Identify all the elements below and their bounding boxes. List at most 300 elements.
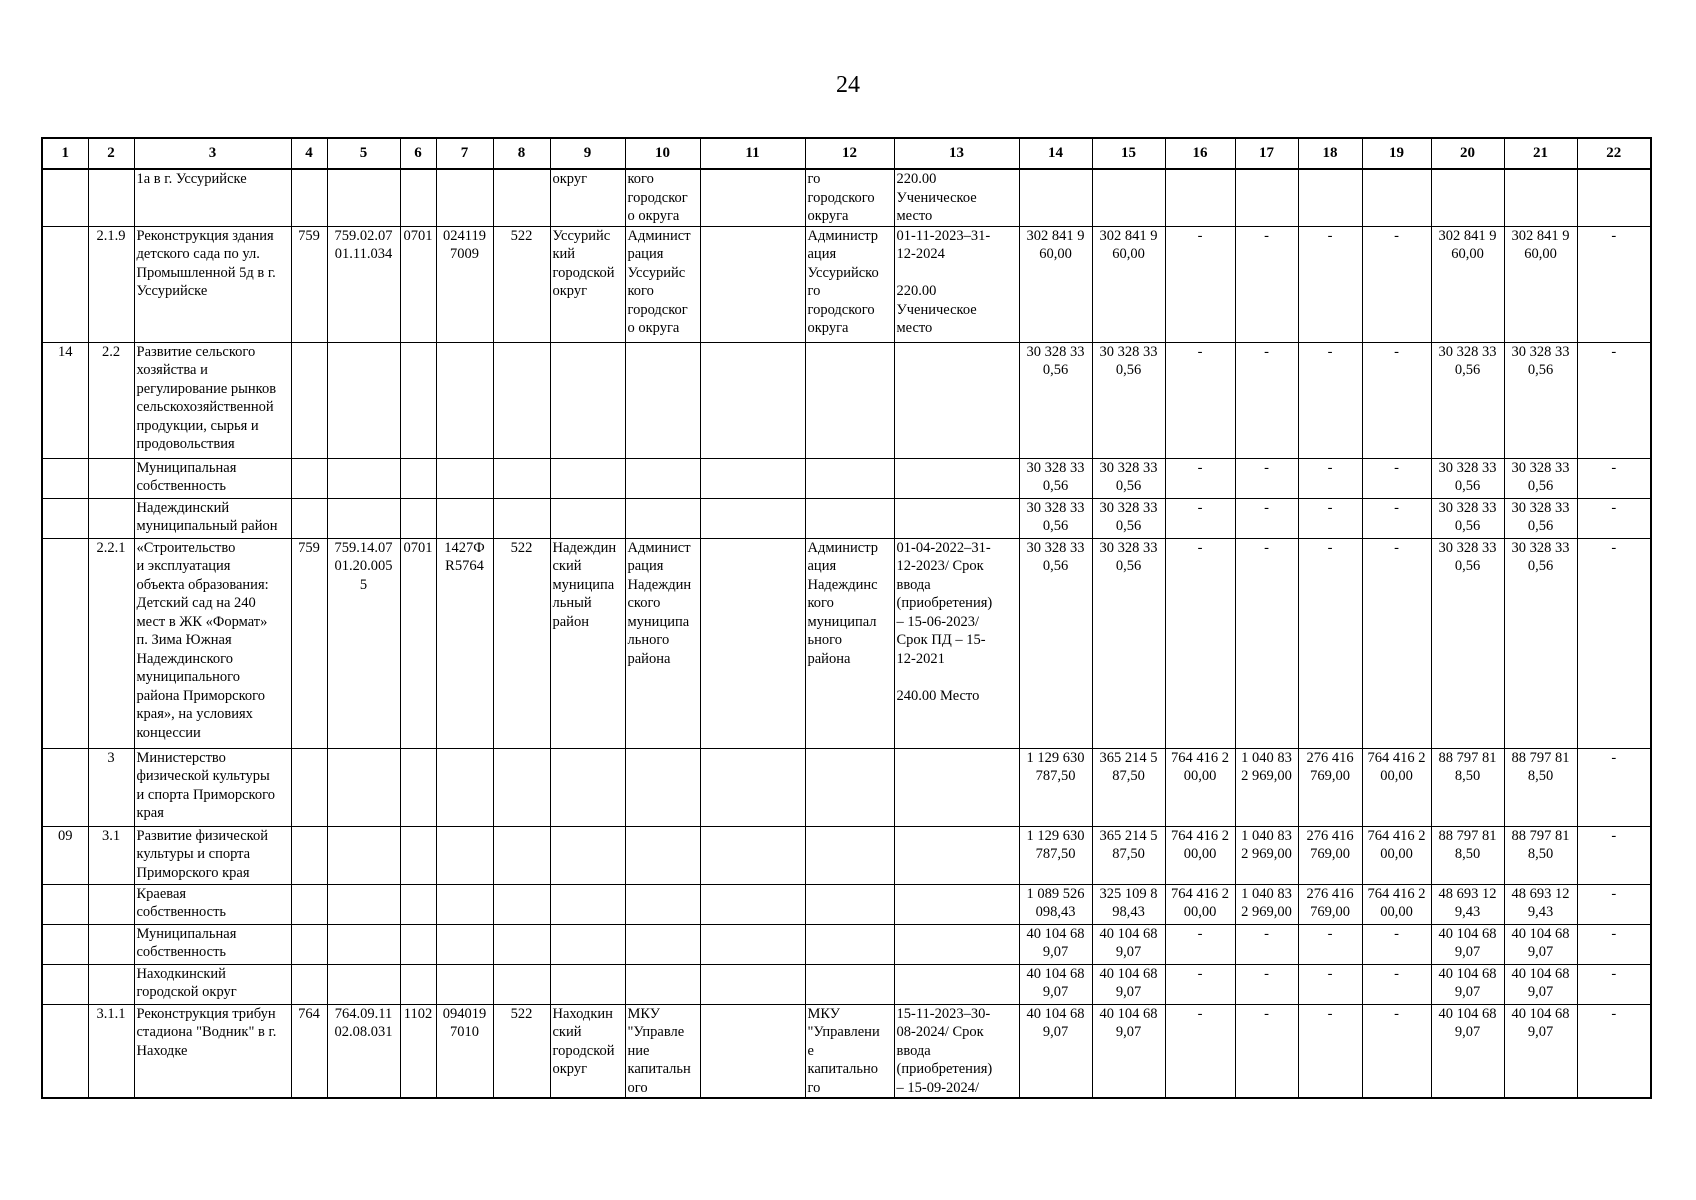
table-cell <box>1504 226 1577 342</box>
table-cell <box>291 964 327 1004</box>
table-row <box>42 826 1651 884</box>
table-cell <box>805 538 894 748</box>
cell-line: 60,00 <box>1524 246 1557 262</box>
table-cell <box>42 924 88 964</box>
cell-line: 302 841 9 <box>1099 227 1158 244</box>
table-cell <box>327 169 400 226</box>
table-row <box>42 458 1651 498</box>
table-cell <box>1019 924 1092 964</box>
cell-line: Надеждинс <box>807 576 878 593</box>
table-cell <box>894 458 1019 498</box>
table-cell <box>400 924 436 964</box>
cell-line: муниципальный район <box>136 518 278 534</box>
table-cell <box>1019 1004 1092 1098</box>
table-cell <box>291 884 327 924</box>
table-cell <box>1235 748 1298 826</box>
cell-line: 0,56 <box>1042 558 1069 574</box>
table-cell <box>327 924 400 964</box>
cell-line: 08-2024/ Срок <box>896 1024 984 1040</box>
table-cell <box>1504 748 1577 826</box>
cell-line: 30 328 33 <box>1511 499 1570 516</box>
cell-line: - <box>1394 499 1399 516</box>
table-cell <box>1165 342 1235 458</box>
cell-line: 30 328 33 <box>1026 343 1085 360</box>
cell-line: 240.00 Место <box>896 687 980 704</box>
cell-line: 88 797 81 <box>1438 749 1497 766</box>
cell-line: округа <box>807 320 849 336</box>
cell-line <box>897 668 1017 687</box>
cell-line: 522 <box>510 539 533 556</box>
table-cell <box>1165 458 1235 498</box>
table-cell <box>88 342 134 458</box>
cell-line: 0,56 <box>1042 478 1069 494</box>
cell-line: - <box>1611 1005 1617 1022</box>
table-cell <box>1577 826 1651 884</box>
table-cell <box>805 826 894 884</box>
cell-line: 40 104 68 <box>1026 1005 1085 1022</box>
table-cell <box>1577 458 1651 498</box>
table-cell <box>327 226 400 342</box>
table-cell <box>1431 226 1504 342</box>
cell-line: 764 <box>298 1005 320 1022</box>
cell-line: 9,07 <box>1042 1024 1069 1040</box>
table-cell <box>805 1004 894 1098</box>
budget-table <box>41 137 1652 1099</box>
cell-line: «Строительство <box>136 539 236 556</box>
cell-line: 88 797 81 <box>1438 827 1497 844</box>
table-cell <box>1431 826 1504 884</box>
cell-line: 0,56 <box>1527 518 1554 534</box>
cell-line: муниципал <box>807 613 877 630</box>
table-cell <box>436 964 493 1004</box>
table-cell <box>1019 342 1092 458</box>
table-cell <box>493 538 550 748</box>
table-cell <box>1298 924 1362 964</box>
table-cell <box>700 884 805 924</box>
cell-line: 759.14.07 <box>334 539 393 556</box>
table-cell <box>894 169 1019 226</box>
cell-line: 276 416 <box>1306 827 1354 844</box>
cell-line: 764 416 2 <box>1171 885 1229 902</box>
table-cell <box>493 924 550 964</box>
table-cell <box>1165 498 1235 538</box>
table-cell <box>894 498 1019 538</box>
cell-line: 12-2021 <box>896 650 945 667</box>
table-cell <box>42 964 88 1004</box>
cell-line: 48 693 12 <box>1511 885 1570 902</box>
cell-line: Админист <box>627 227 691 244</box>
table-cell <box>291 538 327 748</box>
table-cell <box>1362 498 1431 538</box>
table-cell <box>88 538 134 748</box>
table-cell <box>493 748 550 826</box>
cell-line: 1 129 630 <box>1026 749 1085 766</box>
table-cell <box>1092 458 1165 498</box>
cell-line: 01.20.005 <box>334 558 393 574</box>
header-cell: 18 <box>1298 138 1362 169</box>
cell-line: 220.00 <box>896 171 937 187</box>
table-cell <box>625 826 700 884</box>
cell-line: района <box>627 650 671 667</box>
table-cell <box>1019 884 1092 924</box>
cell-line: - <box>1394 227 1399 244</box>
table-cell <box>805 342 894 458</box>
header-cell: 15 <box>1092 138 1165 169</box>
cell-line: 7009 <box>450 246 479 262</box>
cell-line: 2.2 <box>101 343 121 360</box>
cell-line: 9,07 <box>1527 1024 1554 1040</box>
cell-line: - <box>1394 925 1399 942</box>
cell-line: Надеждин <box>627 576 692 593</box>
table-cell <box>625 964 700 1004</box>
table-cell <box>42 826 88 884</box>
cell-line: Краевая <box>136 885 187 902</box>
cell-line: 00,00 <box>1380 846 1413 862</box>
cell-line: ский <box>552 558 582 574</box>
cell-line: Уссурийс <box>552 227 611 244</box>
table-cell <box>625 748 700 826</box>
table-cell <box>1019 226 1092 342</box>
cell-line: 30 328 33 <box>1099 499 1158 516</box>
table-cell <box>894 1004 1019 1098</box>
cell-line: е <box>807 1042 814 1059</box>
cell-line: объекта образования: <box>136 576 269 593</box>
table-cell <box>42 1004 88 1098</box>
table-cell <box>1165 826 1235 884</box>
table-cell <box>1235 884 1298 924</box>
cell-line: Муниципальная <box>136 459 237 476</box>
table-cell <box>894 924 1019 964</box>
cell-line: ние <box>627 1042 650 1059</box>
table-cell <box>894 748 1019 826</box>
cell-line: – 15-06-2023/ <box>896 613 980 630</box>
table-cell <box>327 748 400 826</box>
cell-line: 5 <box>359 576 368 593</box>
cell-line: Находке <box>136 1042 188 1059</box>
table-cell <box>1431 924 1504 964</box>
header-cell: 17 <box>1235 138 1298 169</box>
cell-line: кого <box>627 283 654 299</box>
cell-line: Приморского края <box>136 864 250 881</box>
cell-line: 764 416 2 <box>1367 885 1426 902</box>
table-cell <box>550 538 625 748</box>
table-cell <box>1362 884 1431 924</box>
cell-line: городской округ <box>136 984 237 1000</box>
cell-line: 764.09.11 <box>334 1005 393 1022</box>
table-cell <box>134 538 291 748</box>
header-cell: 19 <box>1362 138 1431 169</box>
table-cell <box>291 342 327 458</box>
header-cell: 12 <box>805 138 894 169</box>
header-cell: 5 <box>327 138 400 169</box>
table-cell <box>42 884 88 924</box>
cell-line: "Управлени <box>807 1024 880 1040</box>
cell-line: 1 089 526 <box>1026 885 1085 902</box>
cell-line: мест в ЖК «Формат» <box>136 613 268 630</box>
cell-line: 30 328 33 <box>1026 539 1085 556</box>
table-cell <box>134 924 291 964</box>
cell-line: 40 104 68 <box>1511 925 1570 942</box>
cell-line: льный <box>552 595 592 611</box>
table-cell <box>805 748 894 826</box>
table-cell <box>400 964 436 1004</box>
table-cell <box>1165 538 1235 748</box>
table-cell <box>134 169 291 226</box>
cell-line: - <box>1611 965 1617 982</box>
cell-line: Ученическое <box>896 189 977 206</box>
cell-line: 2 969,00 <box>1241 846 1292 862</box>
cell-line: 0,56 <box>1454 518 1481 534</box>
cell-line: Админист <box>627 539 691 556</box>
table-cell <box>1504 826 1577 884</box>
cell-line: 09 <box>58 827 73 844</box>
cell-line: 01.11.034 <box>334 246 393 262</box>
cell-line: 0,56 <box>1527 362 1554 378</box>
table-cell <box>1431 964 1504 1004</box>
table-cell <box>550 226 625 342</box>
cell-line: Находкин <box>552 1005 613 1022</box>
table-cell <box>1165 169 1235 226</box>
table-cell <box>550 169 625 226</box>
cell-line: 30 328 33 <box>1438 499 1497 516</box>
cell-line: и спорта Приморского <box>136 786 275 803</box>
cell-line: муниципа <box>627 613 690 630</box>
table-cell <box>134 964 291 1004</box>
cell-line: 88 797 81 <box>1511 749 1570 766</box>
table-cell <box>1504 169 1577 226</box>
cell-line: 40 104 68 <box>1511 965 1570 982</box>
table-cell <box>625 884 700 924</box>
table-cell <box>88 964 134 1004</box>
cell-line: - <box>1327 459 1333 476</box>
table-cell <box>550 748 625 826</box>
cell-line: 12-2024 <box>896 246 945 262</box>
table-cell <box>327 498 400 538</box>
cell-line: Развитие сельского <box>136 343 256 360</box>
table-cell <box>1019 169 1092 226</box>
table-cell <box>134 342 291 458</box>
table-cell <box>1298 342 1362 458</box>
cell-line: - <box>1394 1005 1399 1022</box>
table-cell <box>1298 169 1362 226</box>
table-cell <box>1092 1004 1165 1098</box>
cell-line: 094019 <box>442 1005 487 1022</box>
cell-line <box>897 264 1017 283</box>
cell-line: городской <box>552 264 615 281</box>
table-cell <box>625 169 700 226</box>
cell-line: Администр <box>807 539 879 556</box>
table-cell <box>1362 458 1431 498</box>
table-cell <box>327 458 400 498</box>
table-cell <box>88 169 134 226</box>
table-cell <box>1165 1004 1235 1098</box>
cell-line: 764 416 2 <box>1171 827 1229 844</box>
table-cell <box>1431 538 1504 748</box>
cell-line: 3.1 <box>101 827 121 844</box>
cell-line: - <box>1394 965 1399 982</box>
cell-line: округ <box>552 171 588 187</box>
table-cell <box>291 1004 327 1098</box>
cell-line: - <box>1611 749 1617 766</box>
cell-line: физической культуры <box>136 768 270 784</box>
table-cell <box>436 884 493 924</box>
table-cell <box>1362 924 1431 964</box>
cell-line: 0,56 <box>1454 362 1481 378</box>
cell-line: 1 040 83 <box>1241 885 1292 902</box>
table-cell <box>1092 342 1165 458</box>
table-cell <box>436 169 493 226</box>
cell-line: 0,56 <box>1115 478 1142 494</box>
cell-line: о округа <box>627 320 680 336</box>
table-cell <box>1577 169 1651 226</box>
cell-line: стадиона "Водник" в г. <box>136 1024 277 1040</box>
table-cell <box>1431 342 1504 458</box>
cell-line: 40 104 68 <box>1438 925 1497 942</box>
cell-line: 1 129 630 <box>1026 827 1085 844</box>
table-cell <box>894 884 1019 924</box>
cell-line: 787,50 <box>1035 768 1076 784</box>
table-cell <box>805 924 894 964</box>
cell-line: 0,56 <box>1527 558 1554 574</box>
cell-line: 00,00 <box>1380 768 1413 784</box>
table-cell <box>88 458 134 498</box>
cell-line: - <box>1264 459 1269 476</box>
table-cell <box>894 226 1019 342</box>
table-cell <box>700 342 805 458</box>
table-cell <box>894 964 1019 1004</box>
table-cell <box>805 964 894 1004</box>
header-cell: 13 <box>894 138 1019 169</box>
table-cell <box>493 964 550 1004</box>
table-cell <box>1577 884 1651 924</box>
cell-line: "Управле <box>627 1024 685 1040</box>
table-cell <box>291 458 327 498</box>
table-cell <box>1092 884 1165 924</box>
cell-line: 1а в г. Уссурийске <box>136 171 247 187</box>
cell-line: - <box>1264 539 1269 556</box>
header-cell: 14 <box>1019 138 1092 169</box>
cell-line: 2.2.1 <box>96 539 126 556</box>
table-cell <box>1431 1004 1504 1098</box>
table-cell <box>1362 964 1431 1004</box>
cell-line: 8,50 <box>1527 768 1554 784</box>
table-cell <box>1577 1004 1651 1098</box>
cell-line: капитальн <box>627 1061 691 1077</box>
table-cell <box>134 826 291 884</box>
table-cell <box>1504 458 1577 498</box>
cell-line: 01-04-2022–31- <box>896 539 991 556</box>
cell-line: Ученическое <box>896 301 977 318</box>
table-cell <box>1165 964 1235 1004</box>
cell-line: 12-2023/ Срок <box>896 558 984 574</box>
cell-line: - <box>1611 227 1617 244</box>
cell-line: 40 104 68 <box>1438 1005 1497 1022</box>
table-cell <box>134 226 291 342</box>
cell-line: 0,56 <box>1115 558 1142 574</box>
table-cell <box>1298 826 1362 884</box>
header-cell: 7 <box>436 138 493 169</box>
cell-line: округ <box>552 1061 588 1077</box>
header-cell: 10 <box>625 138 700 169</box>
cell-line: городского <box>807 301 875 318</box>
cell-line: льного <box>627 632 670 648</box>
table-cell <box>400 1004 436 1098</box>
cell-line: Надеждинский <box>136 499 230 516</box>
table-cell <box>493 169 550 226</box>
cell-line: 0701 <box>403 227 433 244</box>
table-cell <box>1504 964 1577 1004</box>
table-row <box>42 169 1651 226</box>
cell-line: 30 328 33 <box>1099 459 1158 476</box>
table-cell <box>1577 924 1651 964</box>
cell-line: - <box>1197 459 1203 476</box>
table-cell <box>894 342 1019 458</box>
cell-line: (приобретения) <box>896 1061 993 1077</box>
table-cell <box>327 826 400 884</box>
table-cell <box>625 924 700 964</box>
table-cell <box>1577 964 1651 1004</box>
cell-line: место <box>896 208 933 224</box>
table-cell <box>327 964 400 1004</box>
table-cell <box>1092 964 1165 1004</box>
table-cell <box>1092 748 1165 826</box>
table-cell <box>1019 826 1092 884</box>
table-cell <box>436 1004 493 1098</box>
cell-line: ввода <box>896 576 931 593</box>
cell-line: 9,07 <box>1115 984 1142 1000</box>
table-cell <box>1362 748 1431 826</box>
cell-line: ация <box>807 558 837 574</box>
cell-line: 522 <box>510 1005 533 1022</box>
cell-line: (приобретения) <box>896 595 993 611</box>
table-cell <box>436 458 493 498</box>
table-header-row <box>42 138 1651 169</box>
cell-line: 1 040 83 <box>1241 749 1292 766</box>
table-cell <box>700 458 805 498</box>
table-cell <box>1577 748 1651 826</box>
cell-line: 1 040 83 <box>1241 827 1292 844</box>
cell-line: 00,00 <box>1380 904 1413 920</box>
table-cell <box>894 538 1019 748</box>
cell-line: 9,07 <box>1527 944 1554 960</box>
cell-line: - <box>1611 539 1617 556</box>
table-cell <box>1092 826 1165 884</box>
table-cell <box>88 226 134 342</box>
table-cell <box>1577 226 1651 342</box>
cell-line: 40 104 68 <box>1438 965 1497 982</box>
cell-line: муниципа <box>552 576 615 593</box>
cell-line: Уссурийске <box>136 283 208 299</box>
table-cell <box>700 498 805 538</box>
cell-line: ввода <box>896 1042 931 1059</box>
cell-line: 8,50 <box>1527 846 1554 862</box>
table-cell <box>1165 884 1235 924</box>
table-cell <box>1298 1004 1362 1098</box>
cell-line: - <box>1197 1005 1203 1022</box>
cell-line: продукции, сырья и <box>136 417 259 434</box>
table-cell <box>625 538 700 748</box>
header-cell: 1 <box>42 138 88 169</box>
table-cell <box>1235 1004 1298 1098</box>
cell-line: 764 416 2 <box>1171 749 1229 766</box>
table-cell <box>493 498 550 538</box>
table-cell <box>700 826 805 884</box>
table-cell <box>1165 924 1235 964</box>
table-cell <box>1431 884 1504 924</box>
table-cell <box>1235 826 1298 884</box>
cell-line: 01-11-2023–31- <box>896 227 991 244</box>
cell-line: район <box>552 613 589 630</box>
